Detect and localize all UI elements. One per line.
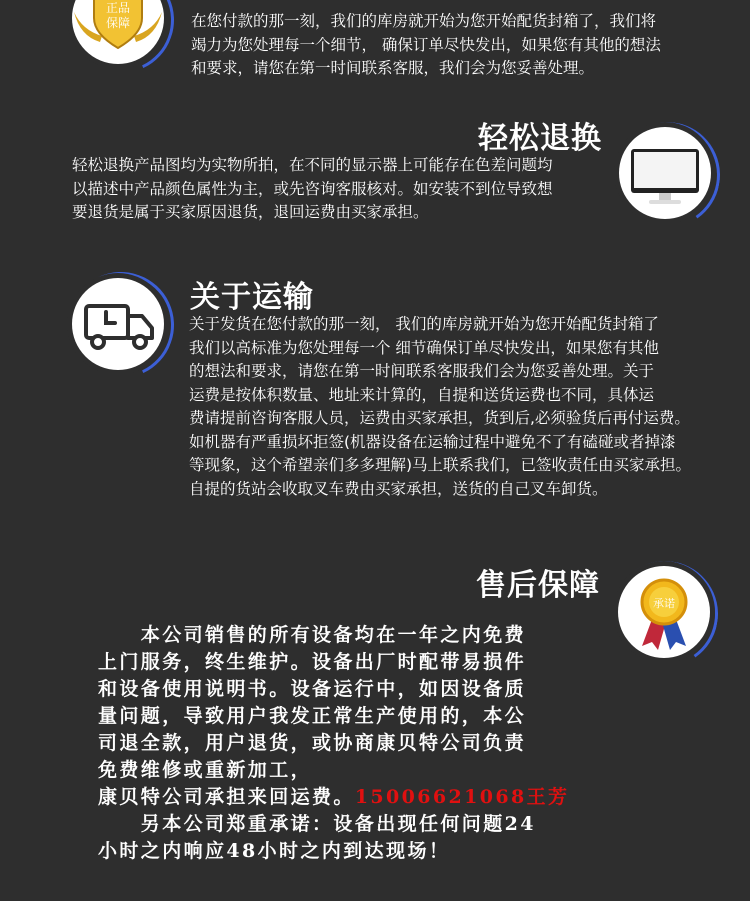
- quality-badge-icon: [72, 0, 164, 64]
- freight-line: [98, 784, 608, 811]
- truck-circle: [72, 278, 164, 370]
- monitor-circle: [619, 127, 711, 219]
- medal-icon: [618, 566, 710, 658]
- promise-line: 另本公司郑重承诺：设备出现任何问题24: [98, 813, 536, 835]
- freight-text: 康贝特公司承担来回运费。: [98, 786, 355, 808]
- truck-clock-icon: [72, 278, 164, 370]
- aftersales-title: 售后保障: [476, 568, 600, 603]
- medal-circle: [618, 566, 710, 658]
- aftersales-line: 本公司销售的所有设备均在一年之内免费: [98, 624, 527, 646]
- quality-badge-circle: [72, 0, 164, 64]
- badge-text-1: 正品: [105, 1, 131, 15]
- aftersales-line: 上门服务，终生维护。设备出厂时配带易损件: [98, 651, 527, 673]
- aftersales-line: 和设备使用说明书。设备运行中，如因设备质: [98, 678, 527, 700]
- contact-phone-name: 15006621068王芳: [354, 786, 570, 808]
- return-paragraph: 轻松退换产品图均为实物所拍，在不同的显示器上可能存在色差问题均 以描述中产品颜色属性为主，或先咨询客服核对。如安装不到位导致想 要退货是属于买家原因退货，退回运费由买家承担。: [72, 156, 553, 221]
- aftersales-line: 司退全款，用户退货，或协商康贝特公司负责: [98, 732, 527, 754]
- shipping-title: 关于运输: [190, 280, 314, 315]
- return-title: 轻松退换: [478, 121, 602, 156]
- monitor-icon: [619, 127, 711, 219]
- medal-text: 承诺: [653, 597, 675, 610]
- aftersales-line: 量问题，导致用户我发正常生产使用的，本公: [98, 705, 527, 727]
- aftersales-line: 免费维修或重新加工，: [98, 759, 313, 781]
- shipping-paragraph: 关于发货在您付款的那一刻， 我们的库房就开始为您开始配货封箱了 我们以高标准为您处理每一个 细节确保订单尽快发出，如果您有其他 的想法和要求，请您在第一时间联系客服我们会为您妥善处理。关于 运费是按体积数量、地址来计算的，自提和送货运费也不同，具体运 费请提前咨询客服人员，运费由买家承担，货到后,必须验货后再付运费。 如机器有严重损坏拒签(机器设备在运输过程中避免不了有磕碰或者掉漆 等现象，这个希望亲们多多理解)马上联系我们，已签收责任由买家承担。 自提的货站会收取叉车费由买家承担，送货的自己叉车卸货。: [189, 315, 692, 498]
- quality-paragraph: 在您付款的那一刻，我们的库房就开始为您开始配货封箱了，我们将 竭力为您处理每一个细节， 确保订单尽快发出，如果您有其他的想法 和要求，请您在第一时间联系客服，我们会为您妥善处理。: [191, 12, 661, 77]
- aftersales-body: [98, 622, 608, 865]
- promise-line: 小时之内响应48小时之内到达现场！: [98, 840, 451, 862]
- badge-text-2: 保障: [105, 16, 131, 30]
